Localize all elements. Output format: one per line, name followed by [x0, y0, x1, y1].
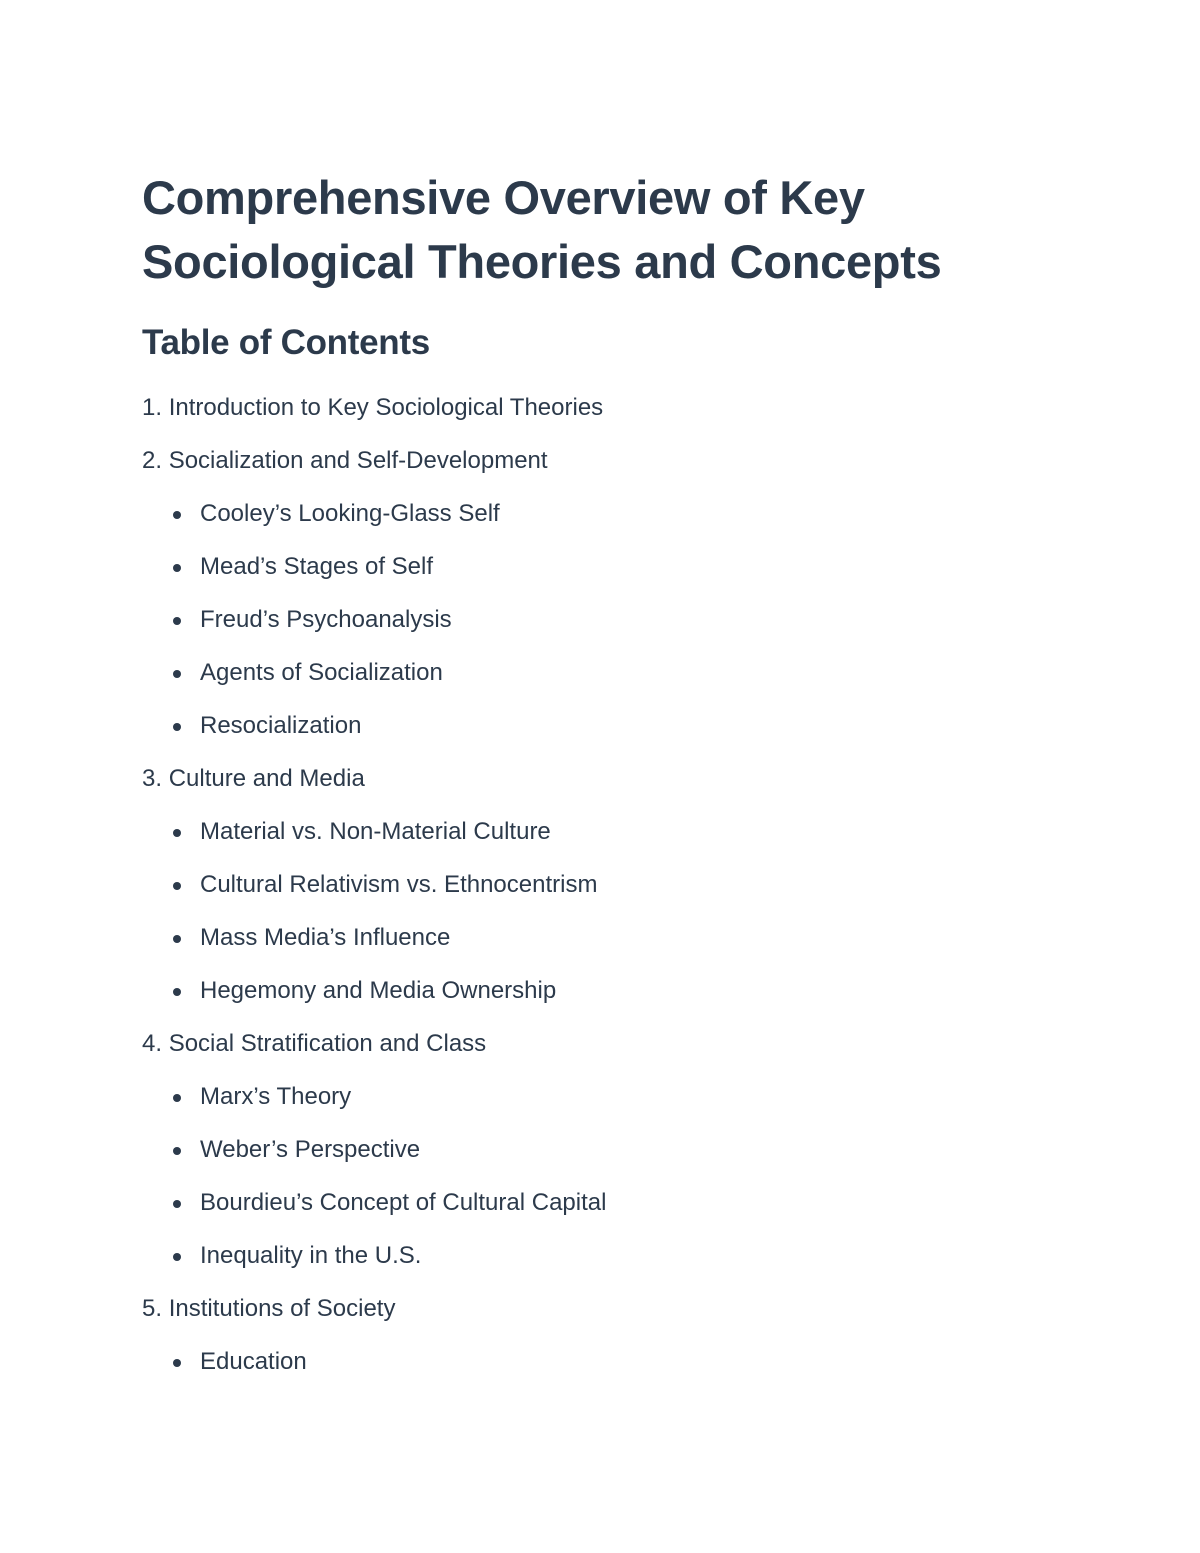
toc-heading: Table of Contents [142, 323, 430, 362]
toc-subsection-label: Mass Media’s Influence [200, 924, 451, 951]
toc-section-item [142, 765, 1042, 818]
bullet-icon [173, 511, 181, 519]
toc-subsection-label: Resocialization [200, 712, 362, 739]
toc-subsection-item [142, 712, 1042, 765]
document-title-line-1: Comprehensive Overview of Key [142, 171, 865, 224]
toc-section-label: Social Stratification and Class [168, 1030, 487, 1057]
bullet-icon [173, 1359, 181, 1367]
toc-subsection-label: Marx’s Theory [200, 1083, 352, 1110]
toc-section-number: 2. [142, 447, 163, 474]
bullet-icon [173, 1094, 181, 1102]
toc-subsection-item [142, 924, 1042, 977]
toc-section-label: Institutions of Society [168, 1295, 396, 1322]
toc-subsection-label: Weber’s Perspective [200, 1136, 421, 1163]
bullet-icon [173, 829, 181, 837]
bullet-icon [173, 564, 181, 572]
toc-subsection-item [142, 1242, 1042, 1295]
table-of-contents [142, 394, 1042, 1401]
toc-subsection-item [142, 606, 1042, 659]
toc-section-item [142, 447, 1042, 500]
toc-subsection-label: Cooley’s Looking-Glass Self [200, 500, 500, 527]
toc-section-number: 4. [142, 1030, 163, 1057]
bullet-icon [173, 670, 181, 678]
toc-subsection-item [142, 1189, 1042, 1242]
bullet-icon [173, 882, 181, 890]
toc-section-label: Introduction to Key Sociological Theories [168, 394, 604, 421]
toc-section-number: 3. [142, 765, 163, 792]
toc-subsection-label: Inequality in the U.S. [200, 1242, 422, 1269]
toc-subsection-label: Agents of Socialization [200, 659, 443, 686]
bullet-icon [173, 988, 181, 996]
toc-subsection-item [142, 977, 1042, 1030]
toc-section-number: 5. [142, 1295, 163, 1322]
toc-subsection-label: Cultural Relativism vs. Ethnocentrism [200, 871, 598, 898]
bullet-icon [173, 935, 181, 943]
toc-subsection-item [142, 659, 1042, 712]
toc-subsection-label: Material vs. Non-Material Culture [200, 818, 551, 845]
bullet-icon [173, 1200, 181, 1208]
toc-subsection-item [142, 1136, 1042, 1189]
document-page [142, 166, 1042, 1401]
toc-subsection-item [142, 1083, 1042, 1136]
toc-subsection-label: Bourdieu’s Concept of Cultural Capital [200, 1189, 607, 1216]
toc-section-label: Socialization and Self-Development [168, 447, 548, 474]
bullet-icon [173, 617, 181, 625]
toc-subsection-item [142, 1348, 1042, 1401]
toc-subsection-item [142, 553, 1042, 606]
bullet-icon [173, 723, 181, 731]
toc-subsection-label: Mead’s Stages of Self [200, 553, 434, 580]
document-title-line-2: Sociological Theories and Concepts [142, 235, 942, 288]
document-title [142, 166, 1042, 294]
bullet-icon [173, 1253, 181, 1261]
toc-section-number: 1. [142, 394, 163, 421]
toc-section-label: Culture and Media [168, 765, 365, 792]
toc-subsection-item [142, 818, 1042, 871]
toc-subsection-label: Education [200, 1348, 307, 1375]
toc-subsection-label: Hegemony and Media Ownership [200, 977, 557, 1004]
toc-section-item [142, 1030, 1042, 1083]
toc-section-item [142, 1295, 1042, 1348]
toc-subsection-item [142, 871, 1042, 924]
toc-section-item [142, 394, 1042, 447]
toc-subsection-label: Freud’s Psychoanalysis [200, 606, 452, 633]
bullet-icon [173, 1147, 181, 1155]
toc-subsection-item [142, 500, 1042, 553]
